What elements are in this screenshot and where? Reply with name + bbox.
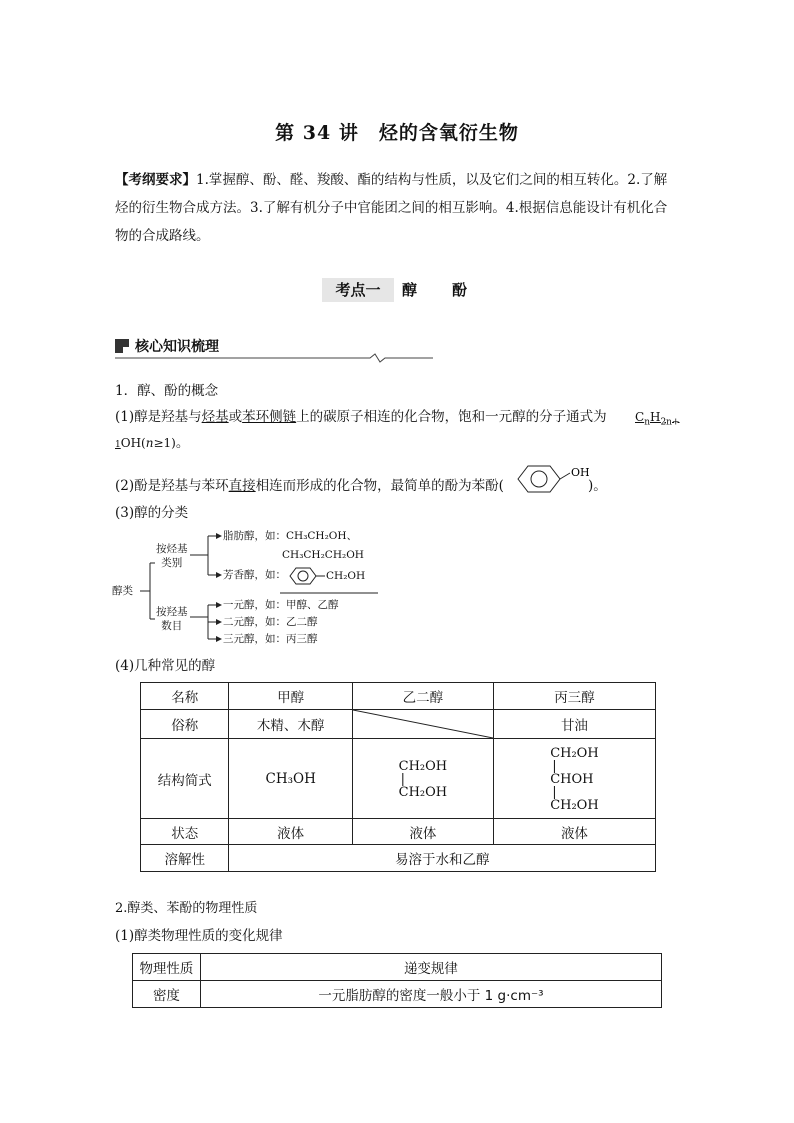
diagonal-cell xyxy=(352,710,493,739)
tree-di: 二元醇，如：乙二醇 xyxy=(223,616,318,628)
formula-line: CH₂OH xyxy=(550,745,599,761)
p2-end: )。 xyxy=(588,478,607,494)
requirements-text: 1.掌握醇、酚、醛、羧酸、酯的结构与性质，以及它们之间的相互转化。2.了解烃的衍生物合成方法。3.了解有机分子中官能团之间的相互影响。4.根据信息能设计有机化合物的合成路线。 xyxy=(115,172,668,244)
p2-text-b: 相连而形成的化合物，最简单的酚为苯酚( xyxy=(255,478,504,494)
item1-p3: (3)醇的分类 xyxy=(115,505,189,521)
phenol-structure-icon xyxy=(508,462,598,496)
tree-branch1 xyxy=(156,542,188,570)
tree-tri: 三元醇，如：丙三醇 xyxy=(223,633,318,645)
syllabus-requirements xyxy=(115,166,680,250)
header-cell: 丙三醇 xyxy=(493,683,655,710)
item1-p2 xyxy=(115,475,504,497)
item1-p4: (4)几种常见的醇 xyxy=(115,658,216,674)
p1-underline-sidechain: 苯环侧链 xyxy=(242,409,297,425)
header-cell: 甲醇 xyxy=(229,683,352,710)
page-title: 第 34 讲 烃的含氧衍生物 xyxy=(275,122,519,144)
table-header-row xyxy=(141,683,656,710)
tree-mono: 一元醇，如：甲醇、乙醇 xyxy=(223,599,339,611)
requirements-label: 【考纲要求】 xyxy=(115,172,196,188)
table-row xyxy=(141,845,656,872)
table-cell: 一元脂肪醇的密度一般小于 1 g·cm⁻³ xyxy=(200,981,661,1008)
branch2-line2: 数目 xyxy=(161,620,183,632)
branch1-line2: 类别 xyxy=(161,557,183,569)
tree-branch2 xyxy=(156,605,188,633)
glycerol-formula xyxy=(493,739,655,819)
header-underline xyxy=(115,352,435,364)
table-cell: 液体 xyxy=(493,819,655,845)
formula-bond: | xyxy=(552,784,557,800)
header-cell: 乙二醇 xyxy=(352,683,493,710)
branch2-line1: 按羟基 xyxy=(156,606,188,618)
table-cell: 易溶于水和乙醇 xyxy=(229,845,656,872)
row-label: 俗称 xyxy=(141,710,229,739)
diagonal-line xyxy=(353,710,493,738)
square-bullet-icon xyxy=(115,339,129,353)
header-cell: 名称 xyxy=(141,683,229,710)
formula-line: CH₂OH xyxy=(550,797,599,813)
p1-text-c: 上的碳原子相连的化合物，饱和一元醇的分子通式为 xyxy=(296,409,607,425)
p1-text-a: (1)醇是羟基与 xyxy=(115,409,202,425)
table-row xyxy=(133,981,662,1008)
table-row xyxy=(141,710,656,739)
section-label: 考点一 xyxy=(322,278,394,302)
tree-root: 醇类 xyxy=(112,585,133,597)
table-row xyxy=(141,739,656,819)
p2-underline-direct: 直接 xyxy=(228,478,256,494)
tree-aromatic-1: 芳香醇，如： xyxy=(223,569,286,581)
table-cell: 液体 xyxy=(352,819,493,845)
common-alcohols-table xyxy=(140,682,656,872)
section-topic: 醇 酚 xyxy=(402,281,478,299)
formula-line: CH₂OH xyxy=(398,758,448,774)
item2-sub: (1)醇类物理性质的变化规律 xyxy=(115,928,283,944)
row-label: 结构简式 xyxy=(141,739,229,819)
table-cell: 液体 xyxy=(229,819,352,845)
glycol-formula xyxy=(352,739,493,819)
branch1-line1: 按烃基 xyxy=(156,543,188,555)
table-row xyxy=(141,819,656,845)
p1-text-b: 或 xyxy=(228,409,243,425)
table-cell: 甘油 xyxy=(493,710,655,739)
alcohol-classification-tree xyxy=(110,527,390,652)
physical-properties-table xyxy=(132,953,662,1008)
p1-formula-a: $C_nH_{2n+}$ xyxy=(635,410,680,428)
p1-underline-hydrocarbyl: 烃基 xyxy=(201,409,229,425)
formula-bond: | xyxy=(552,758,557,774)
p1-end: 。 xyxy=(175,435,190,451)
tree-fatty-2: CH₃CH₂CH₂OH xyxy=(282,549,364,561)
formula-line: CHOH xyxy=(550,771,594,787)
item1-heading: 1．醇、酚的概念 xyxy=(115,383,219,399)
tree-fatty-1: 脂肪醇，如：CH₃CH₂OH、 xyxy=(223,530,358,542)
tree-aromatic-2: CH₂OH xyxy=(326,570,366,582)
table-cell: 密度 xyxy=(133,981,201,1008)
formula-bond: | xyxy=(400,771,406,787)
p2-text-a: (2)酚是羟基与苯环 xyxy=(115,478,229,494)
item1-p1 xyxy=(115,406,685,428)
methanol-formula: CH₃OH xyxy=(229,739,352,819)
p1-formula-b: 1OH(n≥1)。 xyxy=(115,435,190,451)
knowledge-header-label: 核心知识梳理 xyxy=(135,339,219,355)
item2-heading: 2.醇类、苯酚的物理性质 xyxy=(115,901,258,916)
header-cell: 物理性质 xyxy=(133,954,201,981)
table-header-row xyxy=(133,954,662,981)
row-label: 状态 xyxy=(141,819,229,845)
row-label: 溶解性 xyxy=(141,845,229,872)
formula-line: CH₂OH xyxy=(398,784,448,800)
phenol-oh-label: OH xyxy=(571,466,590,479)
header-cell: 递变规律 xyxy=(200,954,661,981)
table-cell: 木精、木醇 xyxy=(229,710,352,739)
